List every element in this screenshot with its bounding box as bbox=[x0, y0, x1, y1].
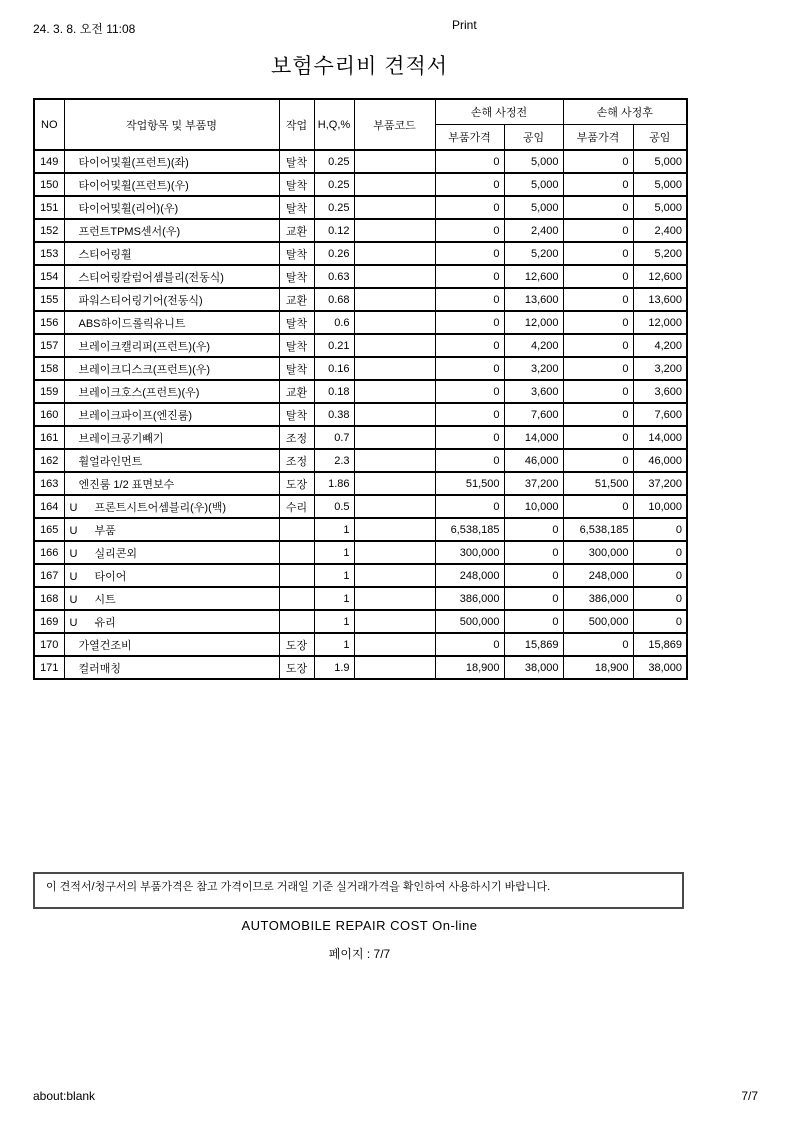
cell-pre-labor: 46,000 bbox=[504, 449, 563, 472]
table-row bbox=[34, 541, 687, 564]
cell-pre-part-price: 6,538,185 bbox=[435, 518, 504, 541]
cell-post-part-price: 0 bbox=[563, 288, 633, 311]
cell-part-code bbox=[354, 449, 435, 472]
cell-post-part-price: 6,538,185 bbox=[563, 518, 633, 541]
cell-post-part-price: 248,000 bbox=[563, 564, 633, 587]
cell-post-part-price: 386,000 bbox=[563, 587, 633, 610]
cell-part-code bbox=[354, 150, 435, 173]
cell-pre-labor: 0 bbox=[504, 518, 563, 541]
cell-pre-part-price: 0 bbox=[435, 380, 504, 403]
cell-hours-qty: 0.6 bbox=[314, 311, 354, 334]
cell-post-part-price: 0 bbox=[563, 449, 633, 472]
table-body bbox=[34, 150, 687, 679]
cell-pre-labor: 13,600 bbox=[504, 288, 563, 311]
table-header bbox=[34, 99, 687, 150]
user-item-marker: U bbox=[69, 616, 78, 629]
cell-no: 167 bbox=[34, 564, 64, 587]
col-header-item: 작업항목 및 부품명 bbox=[64, 99, 279, 150]
cell-work-type: 도장 bbox=[279, 633, 314, 656]
table-row bbox=[34, 311, 687, 334]
cell-part-code bbox=[354, 541, 435, 564]
cell-work-type: 조정 bbox=[279, 449, 314, 472]
cell-hours-qty: 1 bbox=[314, 564, 354, 587]
cell-pre-part-price: 0 bbox=[435, 265, 504, 288]
cell-item-name: 휠얼라인먼트 bbox=[64, 449, 279, 472]
cell-no: 170 bbox=[34, 633, 64, 656]
cell-pre-labor: 5,200 bbox=[504, 242, 563, 265]
cell-part-code bbox=[354, 564, 435, 587]
cell-pre-part-price: 0 bbox=[435, 288, 504, 311]
cell-pre-labor: 37,200 bbox=[504, 472, 563, 495]
cell-pre-part-price: 0 bbox=[435, 403, 504, 426]
cell-pre-labor: 15,869 bbox=[504, 633, 563, 656]
cell-part-code bbox=[354, 334, 435, 357]
table-row bbox=[34, 472, 687, 495]
cell-item-name: 브레이크호스(프런트)(우) bbox=[64, 380, 279, 403]
cell-work-type: 교환 bbox=[279, 380, 314, 403]
cell-pre-labor: 14,000 bbox=[504, 426, 563, 449]
cell-no: 156 bbox=[34, 311, 64, 334]
print-datetime: 24. 3. 8. 오전 11:08 bbox=[33, 22, 136, 36]
cell-no: 155 bbox=[34, 288, 64, 311]
cell-part-code bbox=[354, 311, 435, 334]
col-header-hq: H,Q,% bbox=[314, 99, 354, 150]
cell-hours-qty: 0.18 bbox=[314, 380, 354, 403]
cell-post-labor: 4,200 bbox=[633, 334, 687, 357]
cell-post-labor: 0 bbox=[633, 564, 687, 587]
cell-hours-qty: 1 bbox=[314, 518, 354, 541]
cell-part-code bbox=[354, 357, 435, 380]
cell-item-name: ABS하이드롤릭유니트 bbox=[64, 311, 279, 334]
browser-footer-url: about:blank bbox=[33, 1089, 96, 1103]
table-row bbox=[34, 173, 687, 196]
cell-post-labor: 5,000 bbox=[633, 173, 687, 196]
cell-no: 169 bbox=[34, 610, 64, 633]
cell-pre-part-price: 248,000 bbox=[435, 564, 504, 587]
table-row bbox=[34, 288, 687, 311]
cell-post-part-price: 0 bbox=[563, 334, 633, 357]
cell-item-name: U 타이어 bbox=[64, 564, 279, 587]
cell-work-type: 탈착 bbox=[279, 334, 314, 357]
cell-post-labor: 46,000 bbox=[633, 449, 687, 472]
cell-work-type: 탈착 bbox=[279, 311, 314, 334]
cell-pre-part-price: 51,500 bbox=[435, 472, 504, 495]
col-header-no: NO bbox=[34, 99, 64, 150]
cell-part-code bbox=[354, 610, 435, 633]
cell-pre-labor: 5,000 bbox=[504, 196, 563, 219]
cell-item-name: 브레이크캘리퍼(프런트)(우) bbox=[64, 334, 279, 357]
cell-item-name: 타이어및휠(리어)(우) bbox=[64, 196, 279, 219]
cell-item-name: 스티어링칼럼어셈블리(전동식) bbox=[64, 265, 279, 288]
table-row bbox=[34, 334, 687, 357]
cell-hours-qty: 2.3 bbox=[314, 449, 354, 472]
cell-item-name: 타이어및휠(프런트)(우) bbox=[64, 173, 279, 196]
cell-no: 163 bbox=[34, 472, 64, 495]
disclaimer-box bbox=[33, 872, 684, 909]
col-header-post-assessment: 손해 사정후 bbox=[563, 99, 687, 125]
cell-no: 150 bbox=[34, 173, 64, 196]
cell-post-labor: 12,600 bbox=[633, 265, 687, 288]
cell-pre-labor: 2,400 bbox=[504, 219, 563, 242]
cell-no: 165 bbox=[34, 518, 64, 541]
cell-pre-labor: 3,600 bbox=[504, 380, 563, 403]
cell-post-labor: 3,200 bbox=[633, 357, 687, 380]
cell-post-labor: 14,000 bbox=[633, 426, 687, 449]
cell-part-code bbox=[354, 403, 435, 426]
table-row bbox=[34, 633, 687, 656]
table-row bbox=[34, 150, 687, 173]
cell-item-name: U 프론트시트어셈블리(우)(백) bbox=[64, 495, 279, 518]
cell-pre-part-price: 0 bbox=[435, 311, 504, 334]
cell-hours-qty: 0.21 bbox=[314, 334, 354, 357]
cell-work-type: 탈착 bbox=[279, 265, 314, 288]
cell-work-type bbox=[279, 587, 314, 610]
col-header-pre-labor: 공임 bbox=[504, 125, 563, 151]
cell-pre-labor: 5,000 bbox=[504, 150, 563, 173]
table-row bbox=[34, 518, 687, 541]
cell-hours-qty: 0.25 bbox=[314, 196, 354, 219]
cell-no: 161 bbox=[34, 426, 64, 449]
cell-item-name: 가열건조비 bbox=[64, 633, 279, 656]
cell-no: 160 bbox=[34, 403, 64, 426]
cell-pre-labor: 38,000 bbox=[504, 656, 563, 679]
disclaimer-text: 이 견적서/청구서의 부품가격은 참고 가격이므로 거래일 기준 실거래가격을 확인하여 사용하시기 바랍니다. bbox=[46, 881, 551, 893]
table-row bbox=[34, 242, 687, 265]
table-row bbox=[34, 380, 687, 403]
cell-post-labor: 38,000 bbox=[633, 656, 687, 679]
cell-no: 162 bbox=[34, 449, 64, 472]
cell-item-name: U 시트 bbox=[64, 587, 279, 610]
cell-post-labor: 5,200 bbox=[633, 242, 687, 265]
cell-item-name: 브레이크디스크(프런트)(우) bbox=[64, 357, 279, 380]
cell-post-part-price: 0 bbox=[563, 150, 633, 173]
cell-hours-qty: 0.12 bbox=[314, 219, 354, 242]
cell-pre-labor: 4,200 bbox=[504, 334, 563, 357]
cell-post-labor: 3,600 bbox=[633, 380, 687, 403]
cell-post-labor: 0 bbox=[633, 518, 687, 541]
cell-pre-labor: 0 bbox=[504, 564, 563, 587]
cell-pre-part-price: 0 bbox=[435, 357, 504, 380]
cell-part-code bbox=[354, 587, 435, 610]
cell-hours-qty: 0.26 bbox=[314, 242, 354, 265]
cell-part-code bbox=[354, 518, 435, 541]
cell-pre-labor: 0 bbox=[504, 541, 563, 564]
cell-part-code bbox=[354, 265, 435, 288]
cell-item-name: U 실리콘외 bbox=[64, 541, 279, 564]
cell-post-labor: 5,000 bbox=[633, 196, 687, 219]
cell-post-labor: 0 bbox=[633, 541, 687, 564]
cell-pre-part-price: 0 bbox=[435, 495, 504, 518]
cell-item-name: U 유리 bbox=[64, 610, 279, 633]
cell-hours-qty: 0.7 bbox=[314, 426, 354, 449]
table-row bbox=[34, 265, 687, 288]
cell-post-part-price: 0 bbox=[563, 173, 633, 196]
col-header-post-labor: 공임 bbox=[633, 125, 687, 151]
cell-hours-qty: 0.25 bbox=[314, 173, 354, 196]
cell-part-code bbox=[354, 242, 435, 265]
cell-no: 151 bbox=[34, 196, 64, 219]
cell-no: 154 bbox=[34, 265, 64, 288]
cell-post-part-price: 500,000 bbox=[563, 610, 633, 633]
cell-work-type: 도장 bbox=[279, 656, 314, 679]
cell-pre-part-price: 0 bbox=[435, 449, 504, 472]
cell-pre-part-price: 0 bbox=[435, 219, 504, 242]
cell-item-name: 브레이크공기빼기 bbox=[64, 426, 279, 449]
cell-item-name: 프런트TPMS센서(우) bbox=[64, 219, 279, 242]
cell-hours-qty: 1.9 bbox=[314, 656, 354, 679]
cell-pre-labor: 0 bbox=[504, 610, 563, 633]
cell-pre-labor: 12,600 bbox=[504, 265, 563, 288]
cell-work-type bbox=[279, 541, 314, 564]
cell-post-labor: 0 bbox=[633, 587, 687, 610]
col-header-post-part-price: 부품가격 bbox=[563, 125, 633, 151]
cell-pre-part-price: 500,000 bbox=[435, 610, 504, 633]
cell-no: 153 bbox=[34, 242, 64, 265]
cell-post-labor: 10,000 bbox=[633, 495, 687, 518]
cell-work-type: 교환 bbox=[279, 219, 314, 242]
cell-post-part-price: 0 bbox=[563, 633, 633, 656]
cell-no: 171 bbox=[34, 656, 64, 679]
table-row bbox=[34, 656, 687, 679]
cell-part-code bbox=[354, 472, 435, 495]
cell-work-type: 탈착 bbox=[279, 242, 314, 265]
cell-hours-qty: 0.63 bbox=[314, 265, 354, 288]
cell-post-labor: 2,400 bbox=[633, 219, 687, 242]
cell-item-name: 스티어링휠 bbox=[64, 242, 279, 265]
cell-work-type: 탈착 bbox=[279, 173, 314, 196]
cell-no: 164 bbox=[34, 495, 64, 518]
cell-no: 149 bbox=[34, 150, 64, 173]
cell-work-type bbox=[279, 610, 314, 633]
cell-part-code bbox=[354, 288, 435, 311]
user-item-marker: U bbox=[69, 547, 78, 560]
cell-pre-labor: 3,200 bbox=[504, 357, 563, 380]
cell-work-type: 탈착 bbox=[279, 196, 314, 219]
cell-pre-part-price: 0 bbox=[435, 196, 504, 219]
table-row bbox=[34, 219, 687, 242]
cell-post-part-price: 0 bbox=[563, 403, 633, 426]
cell-part-code bbox=[354, 656, 435, 679]
repair-estimate-table bbox=[33, 98, 688, 680]
cell-pre-part-price: 386,000 bbox=[435, 587, 504, 610]
cell-work-type bbox=[279, 564, 314, 587]
cell-post-labor: 7,600 bbox=[633, 403, 687, 426]
cell-hours-qty: 0.16 bbox=[314, 357, 354, 380]
cell-part-code bbox=[354, 633, 435, 656]
cell-post-labor: 5,000 bbox=[633, 150, 687, 173]
table-row bbox=[34, 403, 687, 426]
cell-post-part-price: 0 bbox=[563, 357, 633, 380]
cell-post-labor: 37,200 bbox=[633, 472, 687, 495]
cell-post-part-price: 0 bbox=[563, 311, 633, 334]
cell-item-name: 컬러매칭 bbox=[64, 656, 279, 679]
cell-no: 166 bbox=[34, 541, 64, 564]
cell-pre-part-price: 0 bbox=[435, 334, 504, 357]
table-row bbox=[34, 449, 687, 472]
footer-page-indicator: 페이지 : 7/7 bbox=[328, 947, 391, 961]
cell-hours-qty: 1 bbox=[314, 610, 354, 633]
col-header-pre-assessment: 손해 사정전 bbox=[435, 99, 563, 125]
cell-pre-part-price: 300,000 bbox=[435, 541, 504, 564]
cell-item-name: 파워스티어링기어(전동식) bbox=[64, 288, 279, 311]
user-item-marker: U bbox=[69, 524, 78, 537]
cell-no: 157 bbox=[34, 334, 64, 357]
table-row bbox=[34, 196, 687, 219]
cell-post-part-price: 0 bbox=[563, 242, 633, 265]
cell-work-type bbox=[279, 518, 314, 541]
cell-pre-labor: 10,000 bbox=[504, 495, 563, 518]
cell-part-code bbox=[354, 196, 435, 219]
cell-pre-labor: 7,600 bbox=[504, 403, 563, 426]
cell-pre-part-price: 0 bbox=[435, 150, 504, 173]
cell-post-part-price: 0 bbox=[563, 265, 633, 288]
cell-no: 152 bbox=[34, 219, 64, 242]
cell-post-part-price: 0 bbox=[563, 219, 633, 242]
cell-no: 158 bbox=[34, 357, 64, 380]
cell-part-code bbox=[354, 219, 435, 242]
table-row bbox=[34, 357, 687, 380]
user-item-marker: U bbox=[69, 501, 78, 514]
cell-pre-labor: 5,000 bbox=[504, 173, 563, 196]
cell-hours-qty: 1 bbox=[314, 633, 354, 656]
cell-work-type: 교환 bbox=[279, 288, 314, 311]
cell-pre-part-price: 0 bbox=[435, 173, 504, 196]
cell-post-part-price: 0 bbox=[563, 495, 633, 518]
cell-pre-part-price: 18,900 bbox=[435, 656, 504, 679]
table-row bbox=[34, 564, 687, 587]
cell-post-part-price: 300,000 bbox=[563, 541, 633, 564]
cell-post-part-price: 51,500 bbox=[563, 472, 633, 495]
cell-part-code bbox=[354, 380, 435, 403]
cell-hours-qty: 0.5 bbox=[314, 495, 354, 518]
col-header-pre-part-price: 부품가격 bbox=[435, 125, 504, 151]
cell-pre-part-price: 0 bbox=[435, 242, 504, 265]
cell-work-type: 조정 bbox=[279, 426, 314, 449]
cell-pre-part-price: 0 bbox=[435, 633, 504, 656]
cell-post-labor: 13,600 bbox=[633, 288, 687, 311]
cell-post-part-price: 0 bbox=[563, 380, 633, 403]
cell-item-name: 엔진룸 1/2 표면보수 bbox=[64, 472, 279, 495]
browser-footer-pages: 7/7 bbox=[741, 1089, 758, 1103]
cell-part-code bbox=[354, 173, 435, 196]
col-header-part-code: 부품코드 bbox=[354, 99, 435, 150]
cell-post-labor: 12,000 bbox=[633, 311, 687, 334]
table-row bbox=[34, 426, 687, 449]
cell-item-name: 타이어및휠(프런트)(좌) bbox=[64, 150, 279, 173]
cell-post-part-price: 18,900 bbox=[563, 656, 633, 679]
cell-hours-qty: 1 bbox=[314, 541, 354, 564]
cell-hours-qty: 1 bbox=[314, 587, 354, 610]
user-item-marker: U bbox=[69, 593, 78, 606]
cell-work-type: 수리 bbox=[279, 495, 314, 518]
cell-no: 159 bbox=[34, 380, 64, 403]
cell-post-labor: 0 bbox=[633, 610, 687, 633]
print-header-label: Print bbox=[452, 18, 477, 32]
cell-pre-labor: 12,000 bbox=[504, 311, 563, 334]
cell-part-code bbox=[354, 495, 435, 518]
cell-part-code bbox=[354, 426, 435, 449]
table-row bbox=[34, 610, 687, 633]
table-row bbox=[34, 587, 687, 610]
cell-work-type: 탈착 bbox=[279, 403, 314, 426]
page-title: 보험수리비 견적서 bbox=[270, 55, 449, 78]
cell-pre-labor: 0 bbox=[504, 587, 563, 610]
cell-hours-qty: 0.25 bbox=[314, 150, 354, 173]
cell-item-name: U 부품 bbox=[64, 518, 279, 541]
cell-hours-qty: 0.38 bbox=[314, 403, 354, 426]
cell-work-type: 도장 bbox=[279, 472, 314, 495]
cell-no: 168 bbox=[34, 587, 64, 610]
footer-brand: AUTOMOBILE REPAIR COST On-line bbox=[241, 918, 478, 933]
col-header-work: 작업 bbox=[279, 99, 314, 150]
cell-work-type: 탈착 bbox=[279, 150, 314, 173]
cell-item-name: 브레이크파이프(엔진룸) bbox=[64, 403, 279, 426]
cell-hours-qty: 0.68 bbox=[314, 288, 354, 311]
cell-post-part-price: 0 bbox=[563, 426, 633, 449]
cell-hours-qty: 1.86 bbox=[314, 472, 354, 495]
cell-post-labor: 15,869 bbox=[633, 633, 687, 656]
cell-post-part-price: 0 bbox=[563, 196, 633, 219]
user-item-marker: U bbox=[69, 570, 78, 583]
cell-work-type: 탈착 bbox=[279, 357, 314, 380]
table-row bbox=[34, 495, 687, 518]
cell-pre-part-price: 0 bbox=[435, 426, 504, 449]
